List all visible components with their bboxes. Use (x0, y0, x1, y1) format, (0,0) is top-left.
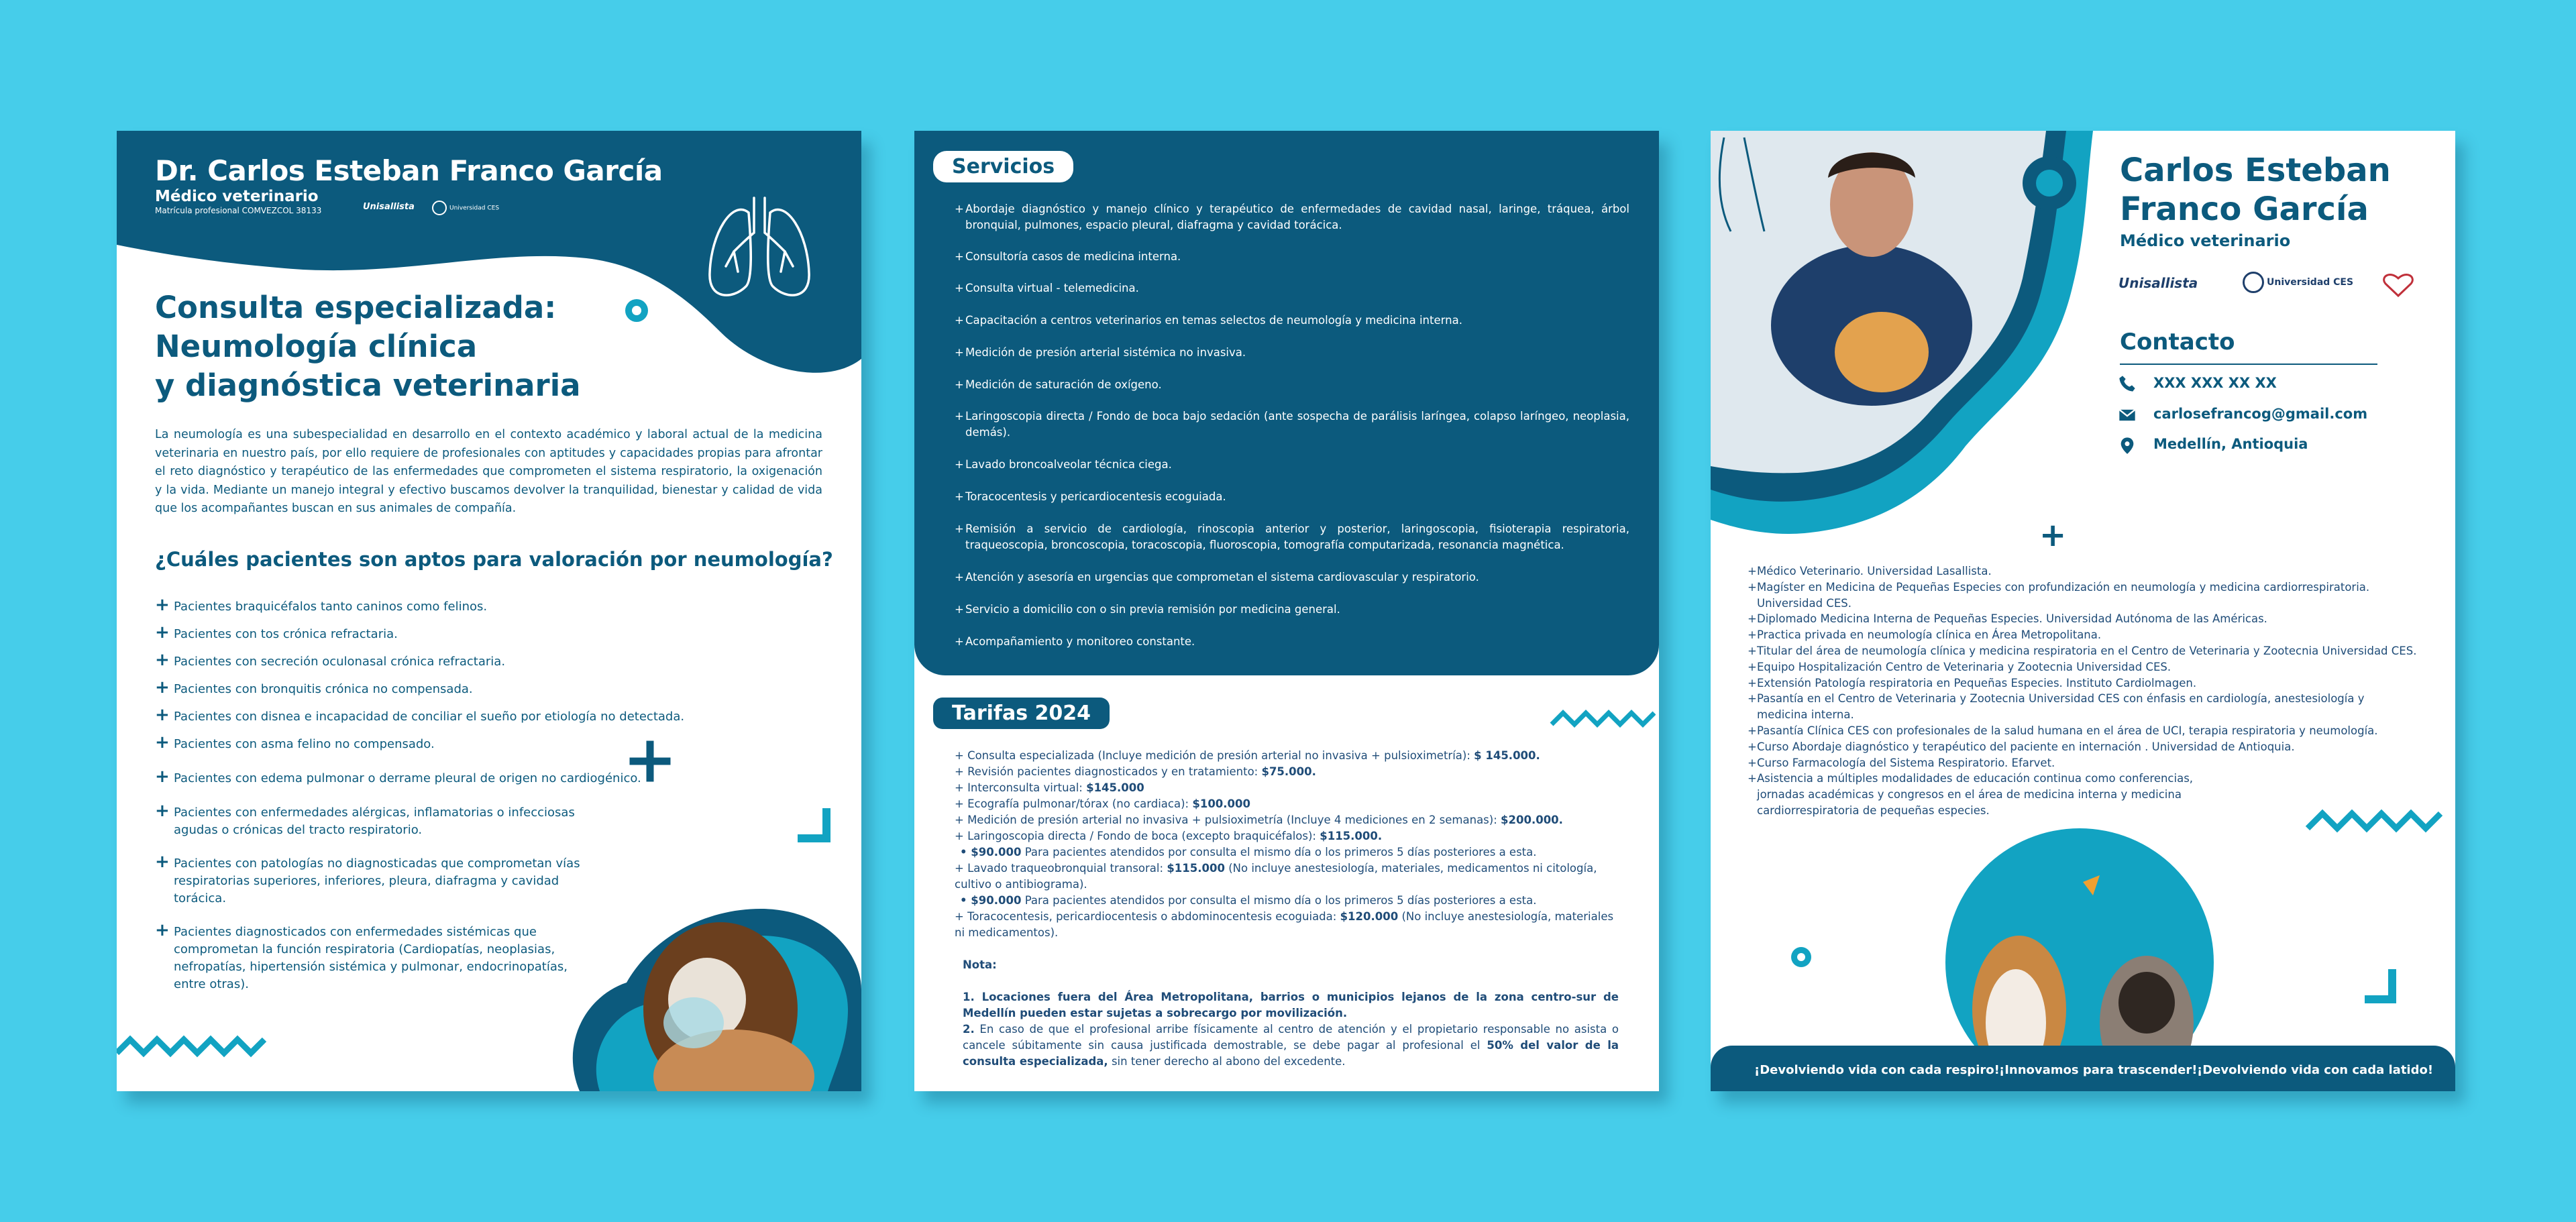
service-item: + Atención y asesoría en urgencias que comprometan el sistema cardiovascular y respiratorio. (955, 571, 1479, 584)
email-value: carlosefrancog@gmail.com (2153, 406, 2368, 422)
zigzag-decor (117, 1030, 278, 1063)
service-item: + Lavado broncoalveolar técnica ciega. (955, 458, 1172, 471)
tarifas-heading: Tarifas 2024 (933, 698, 1110, 729)
unisallista-logo: Unisallista (363, 202, 415, 212)
brochure-page-1 (117, 131, 861, 1091)
matricula: Matrícula profesional COMVEZCOL 38133 (155, 206, 322, 215)
location-value: Medellín, Antioquia (2153, 436, 2308, 452)
cv-item: + Extensión Patología respiratoria en Pequeñas Especies. Instituto Cardiolmagen. (1748, 676, 2197, 689)
page-title: Consulta especializada: Neumología clínica y diagnóstica veterinaria (155, 290, 581, 403)
tarifa-item: + Consulta especializada (Incluye medición de presión arterial no invasiva + pulsioximetría): $ 145.000. (955, 749, 1540, 762)
criteria-item: + Pacientes con disnea e incapacidad de conciliar el sueño por etiología no detectada. (155, 705, 685, 725)
service-item: + Consulta virtual - telemedicina. (955, 282, 1139, 294)
tarifa-item: + Revisión pacientes diagnosticados y en tratamiento: $75.000. (955, 765, 1316, 778)
tarifa-item: + Interconsulta virtual: $145.000 (955, 781, 1144, 794)
brochure-page-3 (1711, 131, 2455, 1091)
ces-logo: Universidad CES (2243, 272, 2353, 293)
contact-heading: Contacto (2120, 329, 2235, 355)
footer-slogan-1: ¡Devolviendo vida con cada respiro! (1754, 1063, 2000, 1077)
cv-item: + Asistencia a múltiples modalidades de educación continua como conferencias, jornadas académicas y congresos en el área de medicina interna y medicina cardiorrespiratoria de pequeñas especies. (1748, 772, 2194, 817)
tarifa-item: + Ecografía pulmonar/tórax (no cardiaca): $100.000 (955, 797, 1250, 810)
nota-1: 1. Locaciones fuera del Área Metropolitana, barrios o municipios lejanos de la zona centro-sur de Medellín pueden estar sujetas a sobrecargo por movilización. (963, 991, 1619, 1019)
criteria-item: + Pacientes con patologías no diagnosticadas que comprometan vías respiratorias superiores, inferiores, pleura, diafragma y cavidad torácica. (155, 852, 580, 905)
criteria-item: + Pacientes con tos crónica refractaria. (155, 622, 398, 643)
cv-item: + Curso Farmacología del Sistema Respiratorio. Efarvet. (1748, 756, 2055, 769)
ces-logo: Universidad CES (432, 201, 499, 215)
cv-item: + Titular del área de neumología clínica y medicina respiratoria en el Centro de Veterinaria y Zootecnia Universidad CES. (1748, 644, 2417, 657)
services-heading: Servicios (933, 151, 1073, 182)
criteria-item: + Pacientes con edema pulmonar o derrame pleural de origen no cardiogénico. (155, 767, 641, 787)
service-item: + Consultoría casos de medicina interna. (955, 250, 1181, 263)
doctor-role: Médico veterinario (155, 188, 319, 205)
nota-2: 2. En caso de que el profesional arribe físicamente al centro de atención y el propietario responsable no asista o cancele súbitamente sin causa justificada demostrable, se debe pagar al profesional el 50% del valor de la consulta especializada, sin tener derecho al abono del excedente. (963, 1023, 1619, 1068)
service-item: + Toracocentesis y pericardiocentesis ecoguiada. (955, 490, 1226, 503)
service-item: + Laringoscopia directa / Fondo de boca bajo sedación (ante sospecha de parálisis laríngea, colapso laríngeo, neoplasia, demás). (955, 410, 1629, 439)
criteria-item: + Pacientes con bronquitis crónica no compensada. (155, 677, 473, 698)
tarifa-item: + Laringoscopia directa / Fondo de boca (excepto braquicéfalos): $115.000. (955, 830, 1383, 842)
phone-value: XXX XXX XX XX (2153, 375, 2277, 391)
location-icon (2118, 436, 2137, 455)
footer-slogan-2: ¡Innovamos para trascender! (1999, 1063, 2198, 1077)
criteria-item: + Pacientes con enfermedades alérgicas, inflamatorias o infecciosas agudas o crónicas del tracto respiratorio. (155, 801, 575, 837)
mail-icon (2118, 406, 2137, 425)
tarifa-item: + Medición de presión arterial no invasiva + pulsioximetría (Incluye 4 mediciones en 2 semanas): $200.000. (955, 814, 1563, 826)
service-item: + Capacitación a centros veterinarios en temas selectos de neumología y medicina interna. (955, 314, 1462, 327)
cv-list (1748, 563, 2418, 819)
cv-item: + Diplomado Medicina Interna de Pequeñas Especies. Universidad Autónoma de las Américas. (1748, 612, 2267, 626)
intro-paragraph: La neumología es una subespecialidad en desarrollo en el contexto académico y laboral actual de la medicina veterinaria en nuestro país, por ello requiere de profesionales con aptitudes y capacidades propias para afrontar el reto diagnóstico y terapéutico de las enfermedades que comprometen el sistema respiratorio, la oxigenación y la vida. Mediante un manejo integral y efectivo buscamos devolver la tranquilidad, bienestar y calidad de vida que los acompañantes buscan en sus animales de compañía. (155, 428, 822, 515)
tarifa-item: + Lavado traqueobronquial transoral: $115.000 (No incluye anestesiología, materiales, medicamentos ni citología, cultivo o antibiograma). (955, 862, 1597, 891)
service-item: + Acompañamiento y monitoreo constante. (955, 635, 1195, 648)
nota-label: Nota: (963, 958, 997, 971)
tarifa-item: • $90.000 Para pacientes atendidos por consulta el mismo día o los primeros 5 días posteriores a esta. (960, 846, 1537, 858)
cv-item: + Médico Veterinario. Universidad Lasallista. (1748, 565, 1992, 577)
zigzag-decor (1548, 704, 1656, 731)
service-item: + Abordaje diagnóstico y manejo clínico y terapéutico de enfermedades de cavidad nasal, laringe, tráquea, árbol bronquial, pulmones, espacio pleural, diafragma y cavidad torácica. (955, 203, 1629, 231)
cv-item: + Equipo Hospitalización Centro de Veterinaria y Zootecnia Universidad CES. (1748, 660, 2171, 673)
criteria-item: + Pacientes con asma felino no compensado. (155, 732, 435, 753)
doctor-name: Carlos Esteban Franco García (2120, 152, 2391, 228)
lungs-icon (706, 192, 813, 307)
cv-item: + Pasantía en el Centro de Veterinaria y Zootecnia Universidad CES con énfasis en cardiología, anestesiología y medicina interna. (1748, 692, 2365, 722)
plus-decor: + (2039, 516, 2067, 554)
service-item: + Servicio a domicilio con o sin previa remisión por medicina general. (955, 603, 1340, 616)
footer-slogan-3: ¡Devolviendo vida con cada latido! (2197, 1063, 2434, 1077)
cv-item: + Curso Abordaje diagnóstico y terapéutico del paciente en internación . Universidad de Antioquia. (1748, 740, 2295, 753)
brochure-page-2 (914, 131, 1659, 1091)
criteria-question: ¿Cuáles pacientes son aptos para valoración por neumología? (155, 548, 833, 571)
cv-item: + Pasantía Clínica CES con profesionales de la salud humana en el área de UCI, terapia respiratoria y neumología. (1748, 724, 2378, 737)
service-item: + Medición de saturación de oxígeno. (955, 378, 1162, 391)
contact-divider (2120, 364, 2377, 365)
doctor-role: Médico veterinario (2120, 231, 2291, 250)
heart-lungs-icon (2381, 272, 2415, 298)
tarifa-item: + Toracocentesis, pericardiocentesis o abdominocentesis ecoguiada: $120.000 (No incluye anestesiología, materiales ni medicamentos). (955, 910, 1614, 939)
cv-item: + Practica privada en neumología clínica en Área Metropolitana. (1748, 628, 2102, 642)
tarifa-item: • $90.000 Para pacientes atendidos por consulta el mismo día o los primeros 5 días posteriores a esta. (960, 894, 1537, 907)
unisallista-logo: Unisallista (2118, 275, 2198, 291)
doctor-name: Dr. Carlos Esteban Franco García (155, 154, 663, 187)
criteria-item: + Pacientes braquicéfalos tanto caninos como felinos. (155, 595, 488, 615)
cv-item: + Magíster en Medicina de Pequeñas Especies con profundización en neumología y medicina cardiorrespiratoria. Universidad CES. (1748, 580, 2370, 610)
phone-icon (2118, 374, 2137, 393)
service-item: + Remisión a servicio de cardiología, rinoscopia anterior y posterior, laringoscopia, fisioterapia respiratoria, traqueoscopia, broncoscopia, toracoscopia, fluoroscopia, tomografía computarizada, resonancia magnética. (955, 522, 1629, 551)
criteria-item: + Pacientes diagnosticados con enfermedades sistémicas que comprometan la función respiratoria (Cardiopatías, neoplasias, nefropatías, hipertensión sistémica y pulmonar, endocrinopatías, entre otras). (155, 920, 568, 991)
criteria-item: + Pacientes con secreción oculonasal crónica refractaria. (155, 650, 506, 670)
photo-frame (1711, 131, 2100, 560)
service-item: + Medición de presión arterial sistémica no invasiva. (955, 346, 1246, 359)
